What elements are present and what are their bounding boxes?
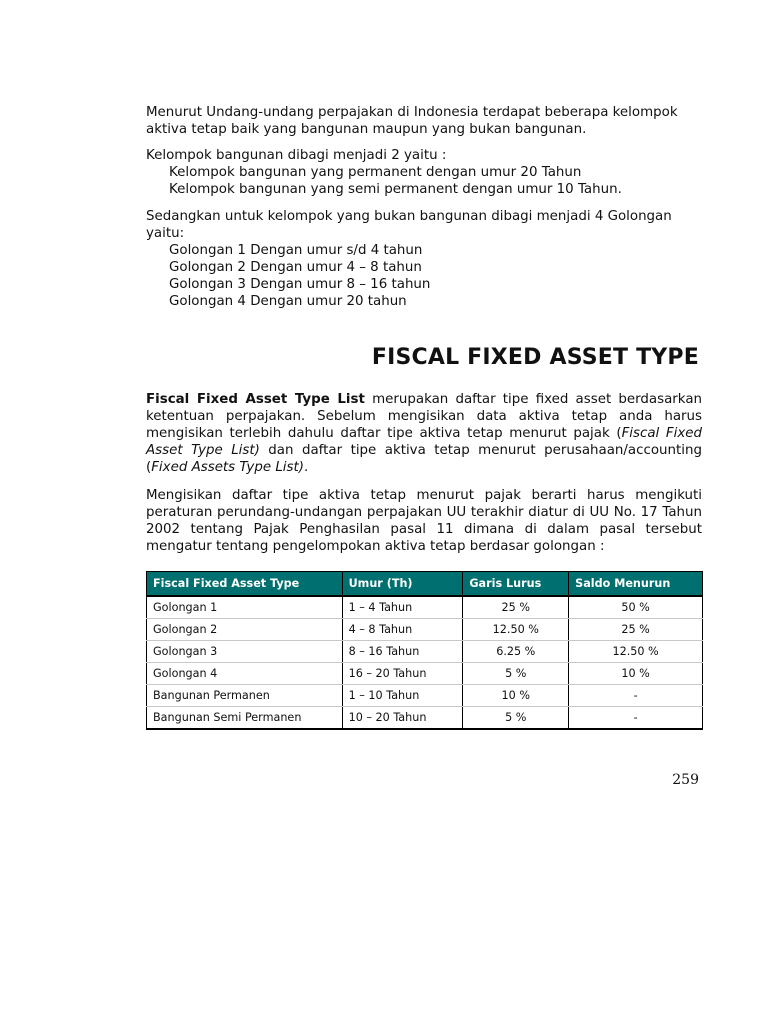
non-building-group-item: Golongan 4 Dengan umur 20 tahun — [169, 294, 407, 309]
fiscal-asset-type-table — [146, 571, 703, 730]
fixed-assets-list-italic: Fixed Assets Type List) — [151, 460, 304, 475]
building-groups-intro: Kelompok bangunan dibagi menjadi 2 yaitu : — [146, 148, 447, 163]
table-cell: Golongan 2 — [147, 619, 343, 641]
paragraph-text: . — [303, 460, 309, 475]
non-building-groups-block — [146, 208, 702, 310]
section-paragraph-2: Mengisikan daftar tipe aktiva tetap menurut pajak berarti harus mengikuti peraturan perundang-undangan perpajakan UU terakhir diatur di UU No. 17 Tahun 2002 tentang Pajak Penghasilan pasal 11 dimana di dalam pasal tersebut mengatur tentang pengelompokan aktiva tetap berdasar golongan : — [146, 488, 702, 554]
table-cell: 10 % — [569, 663, 703, 685]
table-cell: 4 – 8 Tahun — [342, 619, 463, 641]
column-header: Fiscal Fixed Asset Type — [147, 572, 343, 597]
table-cell: 10 – 20 Tahun — [342, 707, 463, 730]
column-header: Saldo Menurun — [569, 572, 703, 597]
paragraph-text: merupakan daftar tipe fixed asset berdasarkan ketentuan perpajakan. Sebelum mengisikan data aktiva tetap anda harus mengisikan terlebih dahulu daftar tipe aktiva tetap menurut pajak ( — [146, 392, 703, 441]
building-groups-block — [146, 147, 702, 198]
column-header: Umur (Th) — [342, 572, 463, 597]
column-header: Garis Lurus — [463, 572, 569, 597]
table-cell: 1 – 10 Tahun — [342, 685, 463, 707]
page-number: 259 — [672, 772, 699, 788]
table-row — [147, 596, 703, 619]
table-cell: 50 % — [569, 596, 703, 619]
table-cell: 12.50 % — [463, 619, 569, 641]
table-cell: Golongan 1 — [147, 596, 343, 619]
table-cell: Golongan 4 — [147, 663, 343, 685]
paragraph-text: dan daftar tipe aktiva tetap menurut perusahaan/accounting ( — [146, 443, 702, 475]
table-cell: 5 % — [463, 707, 569, 730]
table-cell: 5 % — [463, 663, 569, 685]
fiscal-list-italic: Fiscal Fixed Asset Type List) — [146, 426, 702, 458]
table-cell: 8 – 16 Tahun — [342, 641, 463, 663]
table-row — [147, 663, 703, 685]
table-row — [147, 619, 703, 641]
table-cell: - — [569, 685, 703, 707]
non-building-group-item: Golongan 3 Dengan umur 8 – 16 tahun — [169, 277, 431, 292]
table-cell: 12.50 % — [569, 641, 703, 663]
table-cell: 25 % — [569, 619, 703, 641]
table-cell: Bangunan Semi Permanen — [147, 707, 343, 730]
table-cell: 25 % — [463, 596, 569, 619]
non-building-group-item: Golongan 1 Dengan umur s/d 4 tahun — [169, 243, 423, 258]
table-cell: 6.25 % — [463, 641, 569, 663]
section-paragraph-1 — [146, 391, 702, 476]
section-title: FISCAL FIXED ASSET TYPE — [371, 345, 699, 370]
table-cell: 1 – 4 Tahun — [342, 596, 463, 619]
table-cell: 10 % — [463, 685, 569, 707]
building-group-item: Kelompok bangunan yang semi permanent dengan umur 10 Tahun. — [169, 182, 622, 197]
fiscal-list-term: Fiscal Fixed Asset Type List — [146, 392, 365, 407]
table-row — [147, 685, 703, 707]
non-building-groups-intro: Sedangkan untuk kelompok yang bukan bangunan dibagi menjadi 4 Golongan yaitu: — [146, 209, 672, 241]
table-cell: 16 – 20 Tahun — [342, 663, 463, 685]
table-header-row — [147, 572, 703, 597]
intro-paragraph: Menurut Undang-undang perpajakan di Indonesia terdapat beberapa kelompok aktiva tetap baik yang bangunan maupun yang bukan bangunan. — [146, 105, 678, 137]
table-cell: Golongan 3 — [147, 641, 343, 663]
building-group-item: Kelompok bangunan yang permanent dengan umur 20 Tahun — [169, 165, 582, 180]
table-row — [147, 707, 703, 730]
table-row — [147, 641, 703, 663]
table-cell: Bangunan Permanen — [147, 685, 343, 707]
table-cell: - — [569, 707, 703, 730]
non-building-group-item: Golongan 2 Dengan umur 4 – 8 tahun — [169, 260, 422, 275]
